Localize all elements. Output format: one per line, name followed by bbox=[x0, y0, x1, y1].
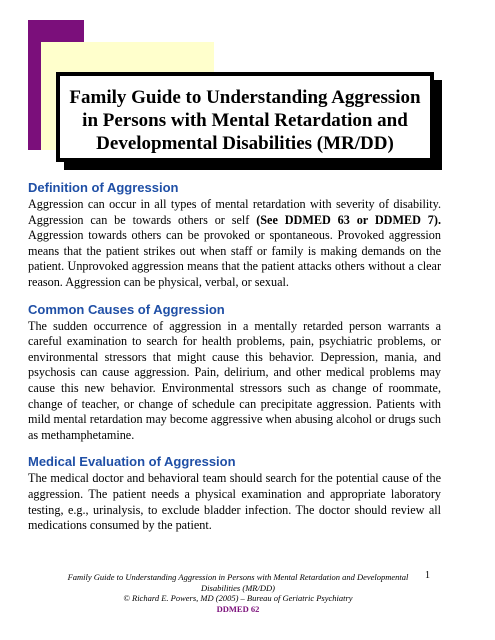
section-evaluation bbox=[28, 454, 441, 533]
footer-document-code: DDMED 62 bbox=[216, 603, 260, 614]
section-heading: Common Causes of Aggression bbox=[28, 301, 225, 317]
title-line-1: Family Guide to Understanding Aggression bbox=[69, 87, 421, 108]
page-number: 1 bbox=[425, 570, 430, 581]
document-body bbox=[28, 180, 441, 545]
footer-title: Family Guide to Understanding Aggression in Persons with Mental Retardation and Developmental Disabilities (MR/DD) bbox=[67, 572, 409, 593]
footer-copyright: © Richard E. Powers, MD (2005) – Bureau of Geriatric Psychiatry bbox=[123, 593, 353, 603]
title-line-3: Developmental Disabilities (MR/DD) bbox=[96, 133, 394, 154]
page-footer bbox=[60, 572, 416, 614]
title-line-2: in Persons with Mental Retardation and bbox=[82, 110, 408, 131]
title-box bbox=[56, 72, 434, 162]
section-paragraph: The sudden occurrence of aggression in a mentally retarded person warrants a careful examination to search for health problems, pain, psychiatric problems, or environmental stressors that might cause this behavior. Depression, mania, and psychosis can cause aggression. Pain, delirium, and other medical problems may cause this new behavior. Environmental stressors such as change of roommate, change of teacher, or change of schedule can precipitate aggression. Patients with mild mental retardation may become aggressive when abusing alcohol or drugs such as methamphetamine. bbox=[28, 318, 441, 442]
section-causes bbox=[28, 302, 441, 444]
paragraph-text: Aggression towards others can be provoked or spontaneous. Provoked aggression means that the patient strikes out when staff or family is making demands on the patient. Unprovoked aggression means that the patient attacks others without a clear reason. Aggression can be physical, verbal, or sexual. bbox=[28, 228, 441, 289]
section-paragraph: The medical doctor and behavioral team should search for the potential cause of the aggression. The patient needs a physical examination and appropriate laboratory testing, e.g., urinalysis, to exclude bladder infection. The doctor should review all medications consumed by the patient. bbox=[28, 471, 441, 533]
paragraph-text: Aggression can occur in all types of mental retardation with severity of disability. Aggression can be towards others or self bbox=[28, 197, 441, 227]
cross-reference: (See DDMED 63 or DDMED 7). bbox=[256, 212, 441, 227]
section-heading: Medical Evaluation of Aggression bbox=[28, 454, 236, 470]
section-heading: Definition of Aggression bbox=[28, 180, 179, 195]
section-definition bbox=[28, 180, 441, 291]
section-paragraph bbox=[28, 197, 441, 291]
document-title bbox=[60, 86, 430, 155]
